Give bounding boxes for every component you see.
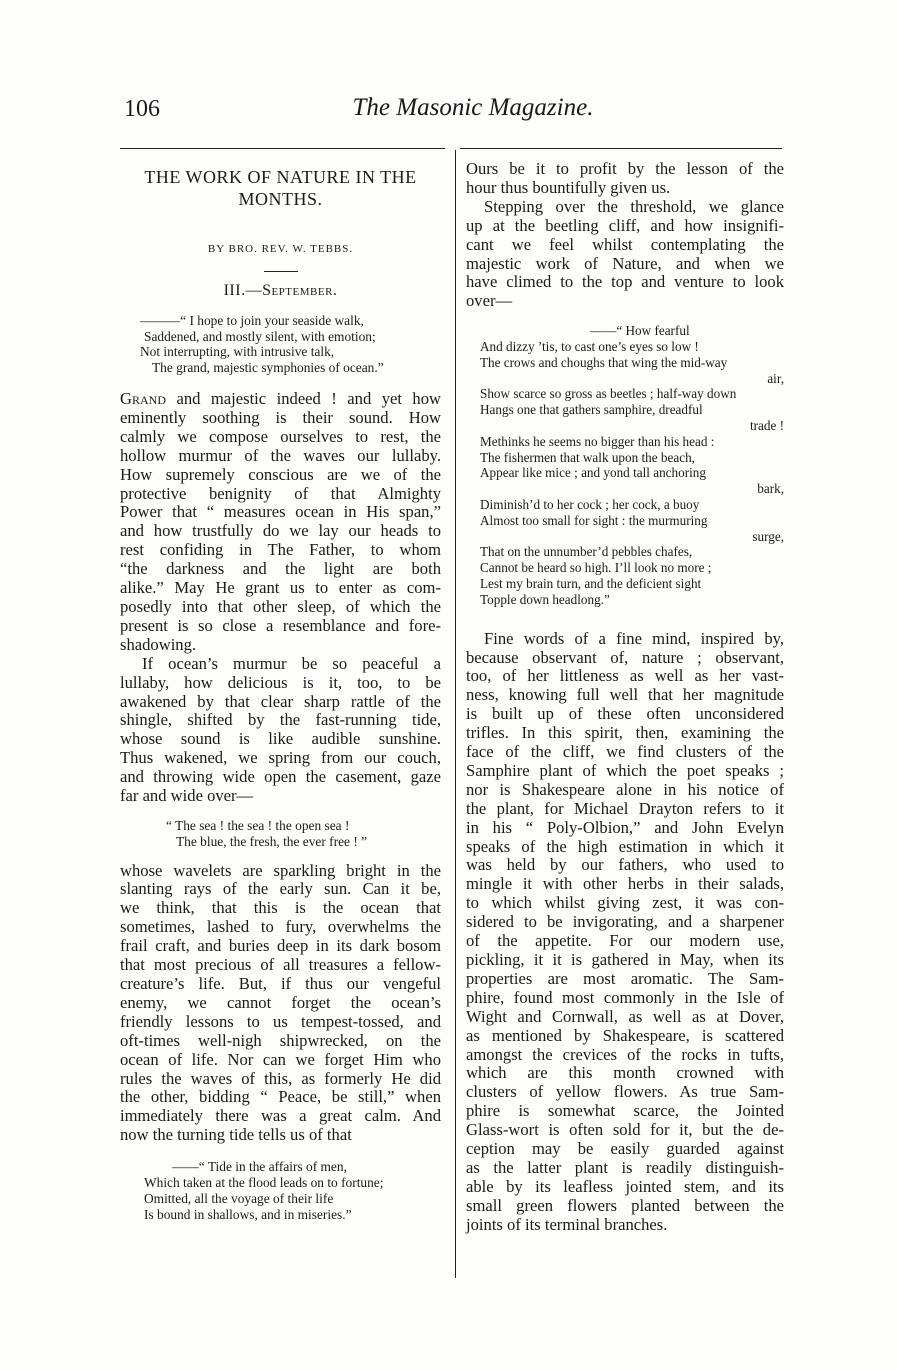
text-line: to which whilst giving zest, it was con-	[466, 893, 784, 913]
text-line: trifles. In this spirit, then, examining the	[466, 723, 784, 743]
article-title-line-1: THE WORK OF NATURE IN THE	[144, 167, 417, 187]
text-line: face of the cliff, we find clusters of the	[466, 742, 784, 762]
text-line: Glass-wort is often sold for it, but the de-	[466, 1120, 784, 1140]
text-line: If ocean’s murmur be so peaceful a	[142, 653, 441, 673]
text-line: and how trustfully do we lay our heads to	[120, 521, 441, 541]
section-name: September.	[262, 281, 338, 299]
text-line: ness, knowing full well that her magnitude	[466, 685, 784, 705]
text-line: the other, bidding “ Peace, be still,” when	[120, 1087, 441, 1107]
quoted-verse	[480, 323, 784, 607]
section-numeral: III.—	[223, 281, 263, 299]
verse-line: Saddened, and mostly silent, with emotion;	[144, 328, 376, 344]
verse-line: The blue, the fresh, the ever free ! ”	[176, 833, 368, 849]
text-line: Stepping over the threshold, we glance	[484, 196, 784, 216]
verse-line: ——“ How fearful	[590, 323, 690, 339]
text-line: amongst the crevices of the rocks in tufts,	[466, 1044, 784, 1064]
text-line: able by its leafless jointed stem, and its	[466, 1176, 784, 1196]
text-line: speaks of the high estimation in which it	[466, 836, 784, 856]
text-line: over—	[466, 291, 513, 311]
text-line: nor is Shakespeare alone in his notice of	[466, 779, 784, 799]
right-column	[466, 160, 784, 1235]
verse-line: ———“ I hope to join your seaside walk,	[140, 312, 364, 328]
text-line: alike.” May He grant us to enter as com-	[120, 578, 441, 598]
verse-line: Almost too small for sight : the murmuring	[480, 512, 708, 528]
text-line: phire is somewhat scarce, the Jointed	[466, 1101, 784, 1121]
text-line: protective benignity of that Almighty	[120, 483, 441, 503]
text-line: whose wavelets are sparkling bright in the	[120, 860, 441, 880]
closing-verse	[120, 1159, 441, 1222]
text-line: as mentioned by Shakespeare, is scattered	[466, 1025, 784, 1045]
paragraph	[466, 160, 784, 198]
text-line: oft-times well-nigh shipwrecked, on the	[120, 1030, 441, 1050]
verse-line: surge,	[752, 528, 784, 544]
text-line: eminently soothing is their sound. How	[120, 407, 441, 427]
text-line: majestic work of Nature, and when we	[466, 253, 784, 273]
page-header	[0, 90, 898, 130]
text-line: ception may be easily guarded against	[466, 1139, 784, 1159]
text-line: rest confiding in The Father, to whom	[120, 540, 441, 560]
left-column	[120, 160, 441, 1232]
verse-line: Lest my brain turn, and the deficient sight	[480, 576, 702, 591]
text-line: mingle it with other herbs in their salads,	[466, 874, 784, 894]
verse-line: Which taken at the flood leads on to fortune;	[144, 1174, 384, 1190]
verse-line: The fishermen that walk upon the beach,	[480, 449, 695, 465]
paragraph	[120, 655, 441, 806]
text-line: calmly we compose ourselves to rest, the	[120, 426, 441, 446]
text-line: was held by our fathers, who used to	[466, 855, 784, 875]
text-line: slanting rays of the early sun. Can it be,	[120, 879, 441, 899]
verse-line: trade !	[749, 418, 784, 434]
verse-line: Methinks he seems no bigger than his head :	[480, 433, 715, 449]
verse-line: Not interrupting, with intrusive talk,	[140, 344, 335, 360]
text-line: that most precious of all treasures a fellow-	[120, 955, 441, 975]
verse-line: That on the unnumber’d pebbles chafes,	[480, 544, 693, 560]
text-line: and throwing wide open the casement, gaze	[120, 767, 441, 787]
header-rule-left	[120, 148, 445, 149]
text-line: now the turning tide tells us of that	[120, 1125, 352, 1145]
text-line: present is so close a resemblance and fore-	[120, 615, 441, 635]
verse-line: Hangs one that gathers samphire, dreadful	[480, 402, 703, 418]
text-line: joints of its terminal branches.	[466, 1214, 668, 1234]
drop-word: Grand	[120, 389, 166, 408]
text-line: shadowing.	[120, 634, 197, 654]
verse-line: “ The sea ! the sea ! the open sea !	[166, 817, 350, 833]
text-line: hollow murmur of the waves our lullaby.	[120, 445, 441, 465]
verse-line: Show scarce so gross as beetles ; half-way down	[480, 386, 737, 402]
text-line: which are this month crowned with	[466, 1063, 784, 1083]
verse-line: Omitted, all the voyage of their life	[144, 1190, 334, 1206]
text-line: How supremely conscious are we of the	[120, 464, 441, 484]
text-line: clusters of yellow flowers. As true Sam-	[466, 1082, 784, 1102]
text-line: Fine words of a fine mind, inspired by,	[484, 628, 784, 648]
header-rule-right	[460, 148, 782, 149]
running-title: The Masonic Magazine.	[352, 94, 594, 121]
verse-line: Is bound in shallows, and in miseries.”	[144, 1206, 352, 1222]
text-line: frail craft, and buries deep in its dark bosom	[120, 936, 441, 956]
text-line: Wight and Cornwall, as well as at Dover,	[466, 1006, 784, 1026]
verse-line: Cannot be heard so high. I’ll look no more ;	[480, 560, 712, 576]
text-line: creature’s life. But, if thus our vengeful	[120, 973, 441, 993]
text-line: sometimes, lashed to fury, overwhelms the	[120, 917, 441, 937]
epigraph-verse	[120, 313, 441, 376]
verse-line: Appear like mice ; and yond tall anchoring	[480, 465, 706, 481]
text-line: we think, that this is the ocean that	[120, 898, 441, 918]
text-line: whose sound is like audible sunshine.	[120, 729, 441, 749]
page-number: 106	[124, 96, 160, 122]
text-line: have climed to the top and venture to look	[466, 272, 784, 292]
text-line: immediately there was a great calm. And	[120, 1106, 441, 1126]
text-line: lullaby, how delicious is it, too, to be	[120, 672, 441, 692]
text-line: ocean of life. Nor can we forget Him who	[120, 1049, 441, 1069]
text-line: in his “ Poly-Olbion,” and John Evelyn	[466, 817, 784, 837]
column-divider	[455, 150, 456, 1278]
text-line: far and wide over—	[120, 786, 254, 806]
text-line: pickling, it it is gathered in May, when its	[466, 950, 784, 969]
title-divider	[264, 271, 298, 272]
text-line: sidered to be invigorating, and a sharpener	[466, 912, 784, 932]
verse-line: ——“ Tide in the affairs of men,	[172, 1159, 347, 1175]
text-line: cant we feel whilst contemplating the	[466, 234, 784, 254]
byline: BY BRO. REV. W. TEBBS.	[207, 243, 354, 255]
verse-line: Diminish’d to her cock ; her cock, a buoy	[480, 497, 700, 513]
verse-line: bark,	[757, 481, 784, 497]
paragraph	[120, 862, 441, 1146]
text-line: properties are most aromatic. The Sam-	[466, 968, 784, 988]
quoted-verse	[120, 818, 441, 850]
text-line: shingle, shifted by the fast-running tide,	[120, 710, 441, 730]
text-line: up at the beetling cliff, and how insignifi-	[466, 215, 784, 235]
text-line: phire, found most commonly in the Isle of	[466, 987, 784, 1007]
text-line: friendly lessons to us tempest-tossed, and	[120, 1011, 441, 1031]
text-line: small green flowers planted between the	[466, 1195, 784, 1215]
text-line: Ours be it to profit by the lesson of the	[466, 159, 784, 178]
text-line: posedly into that other sleep, of which the	[120, 596, 441, 616]
text-line: because observant of, nature ; observant,	[466, 647, 784, 667]
text-line: too, of her littleness as well as her vast-	[466, 666, 784, 686]
section-heading	[120, 282, 441, 301]
text-line: of the appetite. For our modern use,	[466, 931, 784, 951]
text-line: hour thus bountifully given us.	[466, 177, 671, 197]
text-line: the plant, for Michael Drayton refers to it	[466, 798, 784, 818]
text-line: Samphire plant of which the poet speaks ;	[466, 760, 784, 780]
text-line: awakened by that clear sharp rattle of the	[120, 691, 441, 711]
text-line: Grand and majestic indeed ! and yet how	[120, 389, 441, 408]
verse-line: The crows and choughs that wing the mid-way	[480, 354, 728, 370]
article-title	[120, 166, 441, 210]
paragraph	[466, 630, 784, 1235]
verse-line: The grand, majestic symphonies of ocean.”	[152, 360, 384, 376]
verse-line: air,	[767, 370, 784, 386]
text-line: is built up of these often unconsidered	[466, 704, 784, 724]
paragraph	[466, 198, 784, 311]
text-line: as the latter plant is readily distinguish-	[466, 1157, 784, 1177]
verse-line: And dizzy ’tis, to cast one’s eyes so low !	[480, 339, 699, 355]
text-line: rules the waves of this, as formerly He did	[120, 1068, 441, 1088]
text-line: enemy, we cannot forget the ocean’s	[120, 992, 441, 1012]
text-line: Thus wakened, we spring from our couch,	[120, 748, 441, 768]
paragraph	[120, 390, 441, 655]
text-line: Power that “ measures ocean in His span,”	[120, 502, 441, 522]
text-line: “the darkness and the light are both	[120, 559, 441, 579]
article-title-line-2: MONTHS.	[238, 189, 323, 209]
verse-line: Topple down headlong.”	[480, 591, 610, 607]
